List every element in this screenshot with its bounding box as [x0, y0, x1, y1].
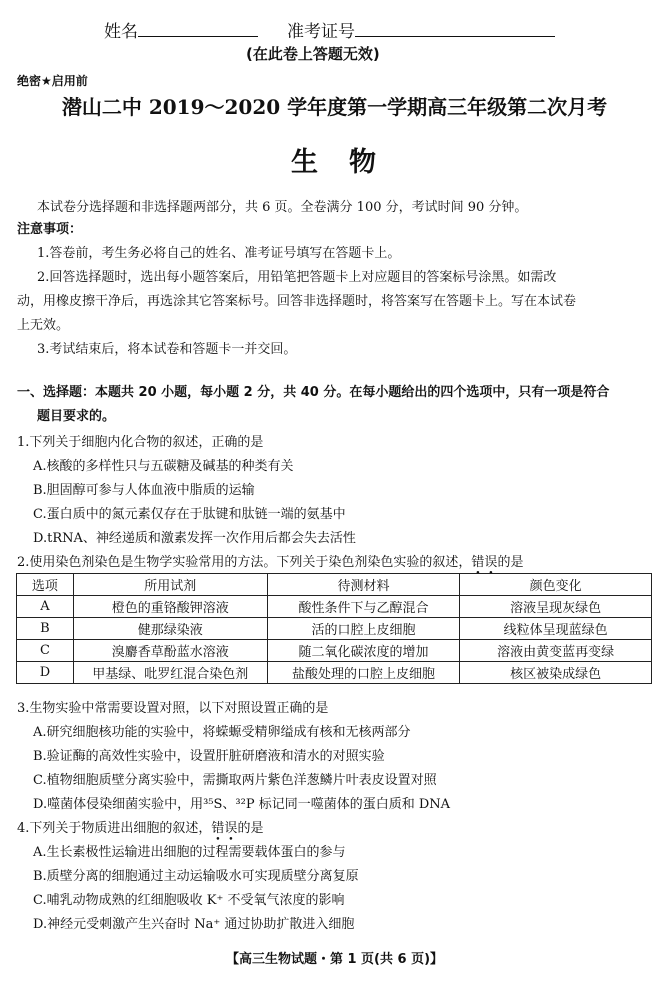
q1-option-b: B.胆固醇可参与人体血液中脂质的运输 [33, 483, 255, 498]
table-cell: 盐酸处理的口腔上皮细胞 [267, 662, 460, 684]
table-cell: A [17, 596, 74, 618]
q3-option-c: C.植物细胞质壁分离实验中，需撕取两片紫色洋葱鳞片叶表皮设置对照 [33, 773, 437, 788]
q4-stem [17, 817, 263, 836]
note-line-2: 2.回答选择题时，选出每小题答案后，用铅笔把答题卡上对应题目的答案标号涂黑。如需改 [37, 270, 557, 285]
q4-option-a: A.生长素极性运输进出细胞的过程需要载体蛋白的参与 [33, 845, 346, 860]
q3-option-d: D.噬菌体侵染细菌实验中，用³⁵S、³²P 标记同一噬菌体的蛋白质和 DNA [33, 797, 451, 812]
q4-stem-a: 4.下列关于物质进出细胞的叙述， [17, 821, 212, 836]
note-line-3: 动，用橡皮擦干净后，再选涂其它答案标号。回答非选择题时，将答案写在答题卡上。写在本试卷 [17, 294, 577, 309]
q4-option-c: C.哺乳动物成熟的红细胞吸收 K⁺ 不受氧气浓度的影响 [33, 893, 345, 908]
table-cell: 随二氧化碳浓度的增加 [267, 640, 460, 662]
q4-stem-c: 的是 [237, 821, 264, 836]
table-header-cell: 颜色变化 [460, 574, 652, 596]
section-heading-line-1: 一、选择题：本题共 20 小题，每小题 2 分，共 40 分。在每小题给出的四个选项中，只有一项是符合 [17, 385, 610, 400]
exam-no-blank [355, 20, 555, 37]
table-header-cell: 所用试剂 [73, 574, 267, 596]
table-row [17, 618, 652, 640]
name-label: 姓名 [104, 22, 138, 42]
q2-stem [17, 551, 523, 570]
table-cell: 甲基绿、吡罗红混合染色剂 [73, 662, 267, 684]
q3-option-b: B.验证酶的高效性实验中，设置肝脏研磨液和清水的对照实验 [33, 749, 385, 764]
table-cell: 溶液由黄变蓝再变绿 [460, 640, 652, 662]
secret-mark: 绝密★启用前 [17, 74, 88, 88]
table-cell: 核区被染成绿色 [460, 662, 652, 684]
table-row [17, 662, 652, 684]
note-line-1: 1.答卷前，考生务必将自己的姓名、准考证号填写在答题卡上。 [37, 246, 401, 261]
section-heading-line-2: 题目要求的。 [37, 409, 116, 424]
q4-emph-2: 误 [224, 821, 238, 836]
table-cell: D [17, 662, 74, 684]
q1-option-d: D.tRNA、神经递质和激素发挥一次作用后都会失去活性 [33, 531, 356, 546]
table-cell: 健那绿染液 [73, 618, 267, 640]
table-cell: 溶液呈现灰绿色 [460, 596, 652, 618]
name-label-row [104, 17, 258, 42]
table-header-cell: 待测材料 [267, 574, 460, 596]
table-cell: 活的口腔上皮细胞 [267, 618, 460, 640]
note-line-4: 上无效。 [17, 318, 70, 333]
notes-title: 注意事项： [17, 222, 83, 237]
table-cell: C [17, 640, 74, 662]
intro-text: 本试卷分选择题和非选择题两部分，共 6 页。全卷满分 100 分，考试时间 90 分钟。 [37, 200, 528, 215]
table-cell: B [17, 618, 74, 640]
q3-option-a: A.研究细胞核功能的实验中，将蝾螈受精卵缢成有核和无核两部分 [33, 725, 411, 740]
q2-table [16, 573, 652, 684]
table-header-row [17, 574, 652, 596]
table-cell: 溴麝香草酚蓝水溶液 [73, 640, 267, 662]
q4-option-b: B.质壁分离的细胞通过主动运输吸水可实现质壁分离复原 [33, 869, 359, 884]
table-cell: 线粒体呈现蓝绿色 [460, 618, 652, 640]
name-blank [138, 20, 258, 37]
note-line-5: 3.考试结束后，将本试卷和答题卡一并交回。 [37, 342, 297, 357]
page-footer: 【高三生物试题・第 1 页(共 6 页)】 [225, 952, 444, 967]
q3-stem: 3.生物实验中常需要设置对照，以下对照设置正确的是 [17, 701, 329, 716]
q2-stem-a: 2.使用染色剂染色是生物学实验常用的方法。下列关于染色剂染色实验的叙述， [17, 555, 472, 570]
q4-emph-1: 错 [211, 821, 225, 836]
q2-emph-1: 错 [471, 555, 485, 570]
exam-no-row [287, 17, 555, 42]
subject-title: 生 物 [291, 147, 378, 178]
q1-stem: 1.下列关于细胞内化合物的叙述，正确的是 [17, 435, 264, 450]
header-notice: (在此卷上答题无效) [246, 45, 380, 63]
q4-option-d: D.神经元受刺激产生兴奋时 Na⁺ 通过协助扩散进入细胞 [33, 917, 355, 932]
q1-option-c: C.蛋白质中的氮元素仅存在于肽键和肽链一端的氨基中 [33, 507, 346, 522]
table-header-cell: 选项 [17, 574, 74, 596]
q2-stem-c: 的是 [497, 555, 524, 570]
q1-option-a: A.核酸的多样性只与五碳糖及碱基的种类有关 [33, 459, 294, 474]
table-row [17, 640, 652, 662]
table-cell: 酸性条件下与乙醇混合 [267, 596, 460, 618]
exam-no-label: 准考证号 [287, 22, 355, 42]
table-row [17, 596, 652, 618]
q2-emph-2: 误 [484, 555, 498, 570]
exam-title: 潜山二中 2019～2020 学年度第一学期高三年级第二次月考 [61, 95, 608, 119]
table-cell: 橙色的重铬酸钾溶液 [73, 596, 267, 618]
